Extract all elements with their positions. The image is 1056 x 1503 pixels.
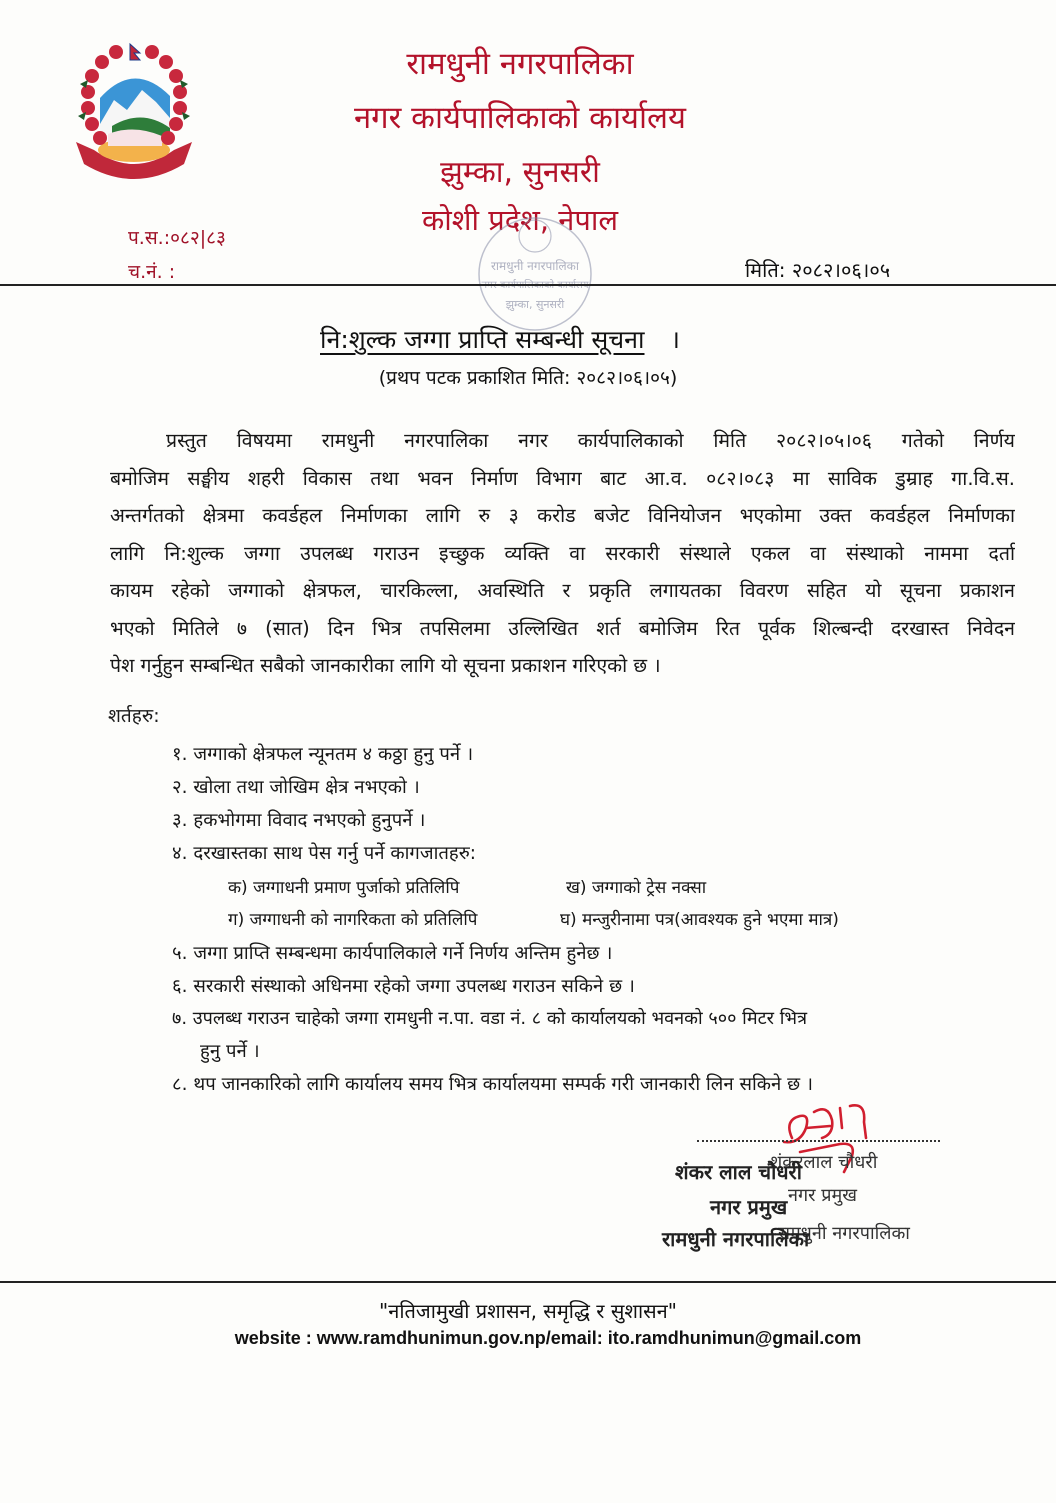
document-item: घ) मन्जुरीनामा पत्र(आवश्यक हुने भएमा मात्र) (560, 910, 839, 930)
body-line: अन्तर्गतको क्षेत्रमा कवर्डहल निर्माणका लागि रु ३ करोड बजेट विनियोजन भएकोमा उक्त कवर्डहल निर्माणका (110, 504, 1015, 527)
body-line: भएको मितिले ७ (सात) दिन भित्र तपसिलमा उल्लिखित शर्त बमोजिम रित पूर्वक शिल्बन्दी दरखास्त निवेदन (110, 616, 1015, 640)
notice-subtitle: (प्रथप पटक प्रकाशित मिति: २०८२।०६।०५) (378, 367, 678, 389)
stamp-signatory-name: शंकर लाल चौधरी (675, 1160, 802, 1184)
condition-item: ४. दरखास्तका साथ पेस गर्नु पर्ने कागजातहरु: (172, 843, 477, 864)
document-item: क) जग्गाधनी प्रमाण पुर्जाको प्रतिलिपि (228, 878, 460, 898)
condition-item-continued: हुनु पर्ने । (200, 1041, 260, 1062)
footer-motto: "नतिजामुखी प्रशासन, समृद्धि र सुशासन" (379, 1299, 677, 1323)
condition-item: ५. जग्गा प्राप्ति सम्बन्धमा कार्यपालिकाले गर्ने निर्णय अन्तिम हुनेछ । (172, 943, 613, 964)
office-name: रामधुनी नगरपालिका (406, 46, 634, 82)
body-line: प्रस्तुत विषयमा रामधुनी नगरपालिका नगर कार्यपालिकाको मिति २०८२।०५।०६ गतेको निर्णय (166, 429, 1015, 452)
body-line: लागि नि:शुल्क जग्गा उपलब्ध गराउन इच्छुक व्यक्ति वा सरकारी संस्थाले एकल वा संस्थाको नाममा दर्ता (110, 541, 1015, 565)
conditions-label: शर्तहरु: (108, 705, 160, 727)
body-line: बमोजिम सङ्घीय शहरी विकास तथा भवन निर्माण विभाग बाट आ.व. ०८२।०८३ मा साविक डुम्राह गा.वि.स. (110, 466, 1015, 490)
office-location: झुम्का, सुनसरी (440, 155, 600, 190)
typed-signatory-title: नगर प्रमुख (788, 1185, 857, 1206)
stamp-signatory-title: नगर प्रमुख (710, 1195, 788, 1219)
typed-signatory-office: रामधुनी नगरपालिका (778, 1223, 910, 1244)
stamp-signatory-office: रामधुनी नगरपालिका (662, 1227, 810, 1251)
footer-divider (0, 1281, 1056, 1283)
notice-body (110, 422, 1015, 685)
office-province: कोशी प्रदेश, नेपाल (421, 203, 619, 237)
condition-item: ७. उपलब्ध गराउन चाहेको जग्गा रामधुनी न.पा. वडा नं. ८ को कार्यालयको भवनको ५०० मिटर भित्र (172, 1008, 808, 1029)
document-item: ग) जग्गाधनी को नागरिकता को प्रतिलिपि (228, 910, 478, 930)
seal-line-1: रामधुनी नगरपालिका (491, 259, 579, 273)
condition-item: ३. हकभोगमा विवाद नभएको हुनुपर्ने । (172, 810, 426, 831)
condition-item: ६. सरकारी संस्थाको अधिनमा रहेको जग्गा उपलब्ध गराउन सकिने छ । (172, 976, 635, 997)
letter-date: मिति: २०८२।०६।०५ (745, 258, 891, 282)
header-divider (0, 284, 1056, 286)
office-seal-stamp (455, 212, 615, 336)
office-subtitle: नगर कार्यपालिकाको कार्यालय (353, 100, 687, 136)
notice-title-end: । (670, 325, 680, 354)
nepal-government-emblem-icon (72, 38, 196, 188)
body-line: पेश गर्नुहुन सम्बन्धित सबैको जानकारीका लागि यो सूचना प्रकाशन गरिएको छ । (110, 654, 661, 677)
footer-contact[interactable]: website : www.ramdhunimun.gov.np/email: ito.ramdhunimun@gmail.com (234, 1328, 862, 1348)
signature-line (697, 1140, 940, 1142)
fiscal-year-reference: प.स.:०८२|८३ (128, 227, 226, 249)
dispatch-number: च.नं. : (128, 261, 176, 283)
condition-item: १. जग्गाको क्षेत्रफल न्यूनतम ४ कठ्ठा हुनु पर्ने । (172, 744, 474, 765)
typed-signatory-name: शंकरलाल चौधरी (770, 1152, 878, 1173)
notice-title (320, 322, 790, 356)
seal-line-3: झुम्का, सुनसरी (505, 298, 565, 311)
document-item: ख) जग्गाको ट्रेस नक्सा (566, 878, 707, 898)
condition-item: ८. थप जानकारिको लागि कार्यालय समय भित्र कार्यालयमा सम्पर्क गरी जानकारी लिन सकिने छ । (172, 1074, 813, 1095)
condition-item: २. खोला तथा जोखिम क्षेत्र नभएको । (172, 777, 420, 798)
body-line: कायम रहेको जग्गाको क्षेत्रफल, चारकिल्ला, अवस्थिति र प्रकृति लगायतका विवरण सहित यो सूचना प्रकाशन (110, 579, 1015, 602)
notice-title-text: नि:शुल्क जग्गा प्राप्ति सम्बन्धी सूचना (320, 325, 645, 354)
